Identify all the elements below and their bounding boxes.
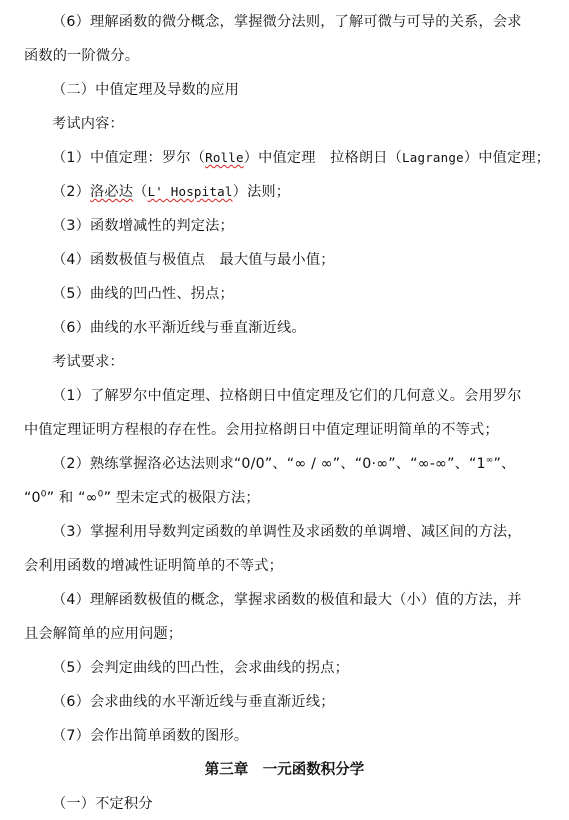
text-line: （4）理解函数极值的概念，掌握求函数的极值和最大（小）值的方法，并 [52,592,522,608]
section-heading: （一）不定积分 [52,796,153,812]
chapter-title: 第三章 一元函数积分学 [204,762,365,778]
text-line: （3）掌握利用导数判定函数的单调性及求函数的单调增、减区间的方法， [52,524,522,540]
text-line: 会利用函数的增减性证明简单的不等式； [24,558,283,574]
text-line [52,181,555,203]
text-line [52,453,555,475]
text-line: （6）理解函数的微分概念，掌握微分法则，了解可微与可导的关系，会求 [52,14,522,30]
text-line: （3）函数增减性的判定法； [52,218,234,234]
text-span: Rolle [205,150,244,165]
text-line: 中值定理证明方程根的存在性。会用拉格朗日中值定理证明简单的不等式； [24,422,499,438]
text-line: （4）函数极值与极值点 最大值与最小值； [52,252,335,268]
superscript: 0 [40,489,47,500]
text-span: 洛必达 [90,184,134,200]
text-span: ” 和 “∞ [46,490,98,506]
text-line: （5）会判定曲线的凹凸性，会求曲线的拐点； [52,660,349,676]
text-line: （6）曲线的水平渐近线与垂直渐近线。 [52,320,306,336]
text-line: 且会解简单的应用问题； [24,626,183,642]
text-line: 函数的一阶微分。 [24,48,140,64]
text-span: （2）熟练掌握洛必达法则求“0/0”、“∞ / ∞”、“0·∞”、“∞-∞”、“1 [52,456,486,472]
text-span: “0 [24,490,41,506]
text-span: ）法则； [232,184,291,200]
text-span: ”、 [493,456,516,472]
text-span: Lagrange [402,150,464,165]
text-line: （5）曲线的凹凸性、拐点； [52,286,234,302]
text-span: ）中值定理； [463,150,551,166]
subheading: 考试要求： [52,354,124,370]
text-span: ” 型未定式的极限方法； [103,490,260,506]
text-line [52,147,555,169]
text-span: （ [133,184,148,200]
text-span: （2） [52,184,91,200]
text-span: L' Hospital [147,184,233,199]
text-span: （1）中值定理：罗尔（ [52,150,206,166]
text-line [24,487,555,509]
superscript: ∞ [485,455,494,466]
section-heading: （二）中值定理及导数的应用 [52,82,240,98]
subheading: 考试内容： [52,116,124,132]
text-span: ）中值定理 拉格朗日（ [243,150,403,166]
text-line: （7）会作出简单函数的图形。 [52,728,249,744]
superscript: 0 [97,489,104,500]
text-line: （6）会求曲线的水平渐近线与垂直渐近线； [52,694,335,710]
text-line: （1）了解罗尔中值定理、拉格朗日中值定理及它们的几何意义。会用罗尔 [52,388,522,404]
